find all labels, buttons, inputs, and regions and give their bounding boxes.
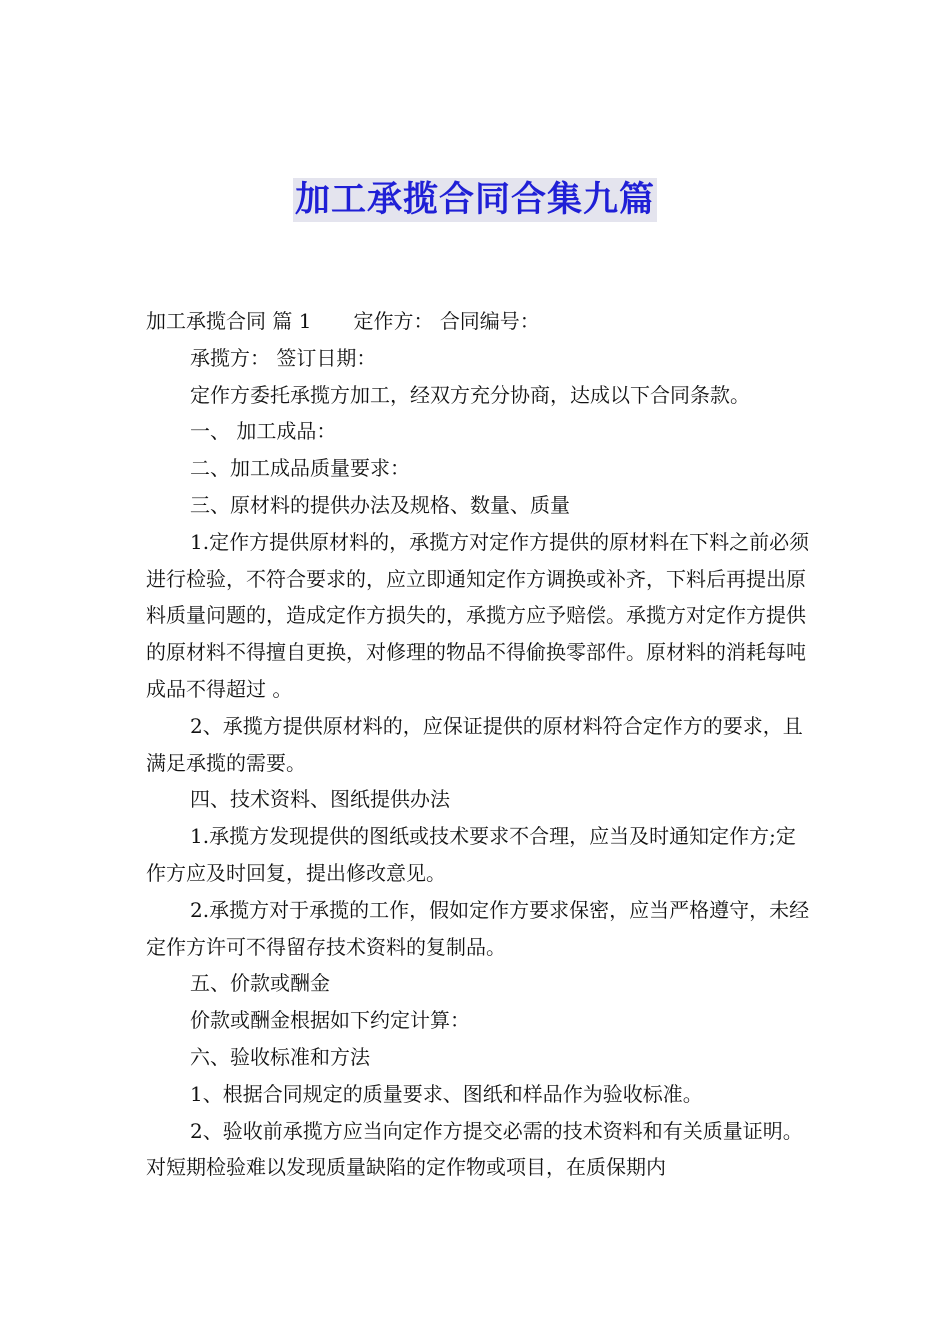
paragraph: 1.承揽方发现提供的图纸或技术要求不合理，应当及时通知定作方;定作方应及时回复，提出修改意见。: [146, 824, 796, 885]
document-title: 加工承揽合同合集九篇: [294, 180, 655, 220]
paragraph: 1、根据合同规定的质量要求、图纸和样品作为验收标准。: [190, 1081, 703, 1106]
paragraph: 1.定作方提供原材料的，承揽方对定作方提供的原材料在下料之前必须进行检验，不符合要求的，应立即通知定作方调换或补齐，下料后再提出原料质量问题的，造成定作方损失的，承揽方应予赔偿。承揽方对定作方提供的原材料不得擅自更换，对修理的物品不得偷换零部件。原材料的消耗每吨成品不得超过 。: [146, 529, 810, 701]
section-heading: 二、加工成品质量要求：: [190, 456, 410, 481]
paragraph: 承揽方： 签订日期：: [190, 345, 377, 370]
contract-no-label: 合同编号：: [439, 309, 540, 333]
section-heading: 一、 加工成品：: [190, 419, 337, 444]
document-body: [146, 303, 810, 1186]
contract-heading: 加工承揽合同 篇 1: [146, 309, 312, 333]
paragraph: 价款或酬金根据如下约定计算：: [190, 1008, 470, 1033]
header-line: [146, 303, 810, 340]
party-a-label: 定作方：: [353, 309, 434, 333]
paragraph: 定作方委托承揽方加工，经双方充分协商，达成以下合同条款。: [190, 382, 750, 407]
section-heading: 四、技术资料、图纸提供办法: [190, 787, 450, 812]
paragraph: 2.承揽方对于承揽的工作，假如定作方要求保密，应当严格遵守，未经定作方许可不得留存技术资料的复制品。: [146, 897, 810, 959]
section-heading: 三、原材料的提供办法及规格、数量、质量: [190, 492, 570, 517]
paragraph: 2、承揽方提供原材料的，应保证提供的原材料符合定作方的要求，且满足承揽的需要。: [146, 713, 803, 775]
paragraph: 2、验收前承揽方应当向定作方提交必需的技术资料和有关质量证明。对短期检验难以发现质量缺陷的定作物或项目，在质保期内: [146, 1118, 803, 1180]
section-heading: 五、价款或酬金: [190, 971, 330, 996]
section-heading: 六、验收标准和方法: [190, 1044, 370, 1069]
title-container: [0, 178, 950, 222]
